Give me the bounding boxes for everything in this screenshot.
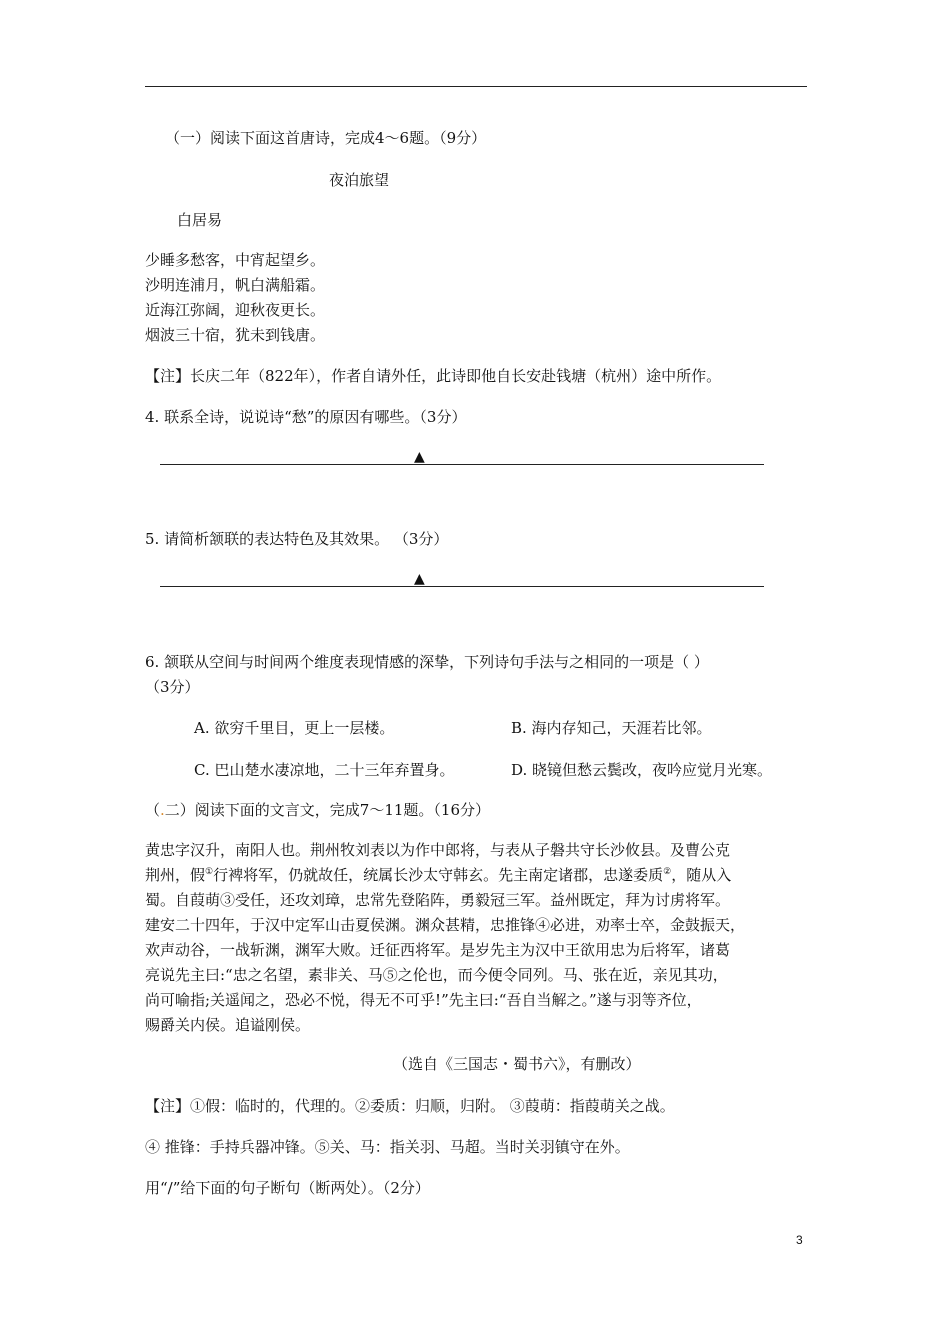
poem-note: 【注】长庆二年（822年），作者自请外任，此诗即他自长安赴钱塘（杭州）途中所作。	[145, 367, 722, 385]
answer-marker-triangle: ▲	[414, 571, 425, 587]
option-b[interactable]: B. 海内存知己，天涯若比邻。	[511, 719, 712, 737]
question-6-points: （3分）	[145, 678, 200, 696]
question-4: 4. 联系全诗，说说诗“愁”的原因有哪些。（3分）	[145, 408, 467, 426]
section2-instruction: （.二）阅读下面的文言文，完成7～11题。（16分）	[145, 801, 491, 819]
poem-line: 烟波三十宿，犹未到钱唐。	[145, 326, 326, 344]
poem-author: 白居易	[177, 211, 223, 229]
answer-line[interactable]	[160, 586, 764, 587]
poem-line: 沙明连浦月，帆白满船霜。	[145, 276, 326, 294]
poem-title: 夜泊旅望	[329, 171, 390, 189]
option-d[interactable]: D. 晓镜但愁云鬓改，夜吟应觉月光寒。	[511, 761, 773, 779]
answer-marker-triangle: ▲	[414, 449, 425, 465]
question-6: 6. 颔联从空间与时间两个维度表现情感的深挚，下列诗句手法与之相同的一项是（ ）	[145, 653, 709, 671]
answer-line[interactable]	[160, 464, 764, 465]
classical-passage: 黄忠字汉升，南阳人也。荆州牧刘表以为作中郎将，与表从子磐共守长沙攸县。及曹公克 荆州，假①行裨将军，仍就故任，统属长沙太守韩玄。先主南定诸郡，忠遂委质②，随从入 蜀。自葭萌③受任，还攻刘璋，忠常先登陷阵，勇毅冠三军。益州既定，拜为讨虏将军。 建安二十四年，于汉中定军山击夏侯渊。渊众甚精，忠推锋④必进，劝率士卒，金鼓振天， 欢声动谷，一战斩渊，渊军大败。迁征西将军。是岁先主为汉中王欲用忠为后将军，诸葛 亮说先主曰:“忠之名望，素非关、马⑤之伦也，而今便令同列。马、张在近，亲见其功， 尚可喻指;关遥闻之，恐必不悦，得无不可乎!”先主曰:“吾自当解之。”遂与羽等齐位， 赐爵关内侯。追谥刚侯。	[145, 841, 746, 1034]
option-a[interactable]: A. 欲穷千里目，更上一层楼。	[194, 719, 395, 737]
page-number: 3	[796, 1233, 803, 1247]
passage-source: （选自《三国志・蜀书六》，有删改）	[393, 1055, 641, 1073]
section1-instruction: （一）阅读下面这首唐诗，完成4～6题。（9分）	[165, 129, 487, 147]
passage-note-2: ④ 推锋：手持兵器冲锋。⑤关、马：指关羽、马超。当时关羽镇守在外。	[145, 1138, 630, 1156]
question-5: 5. 请简析颔联的表达特色及其效果。 （3分）	[145, 530, 449, 548]
question-7-instruction: 用“/”给下面的句子断句（断两处）。（2分）	[145, 1179, 430, 1197]
header-rule	[145, 86, 807, 87]
option-c[interactable]: C. 巴山楚水凄凉地，二十三年弃置身。	[194, 761, 455, 779]
poem-line: 少睡多愁客，中宵起望乡。	[145, 251, 326, 269]
passage-note-1: 【注】①假：临时的，代理的。②委质：归顺，归附。 ③葭萌：指葭萌关之战。	[145, 1097, 675, 1115]
poem-line: 近海江弥阔，迎秋夜更长。	[145, 301, 326, 319]
